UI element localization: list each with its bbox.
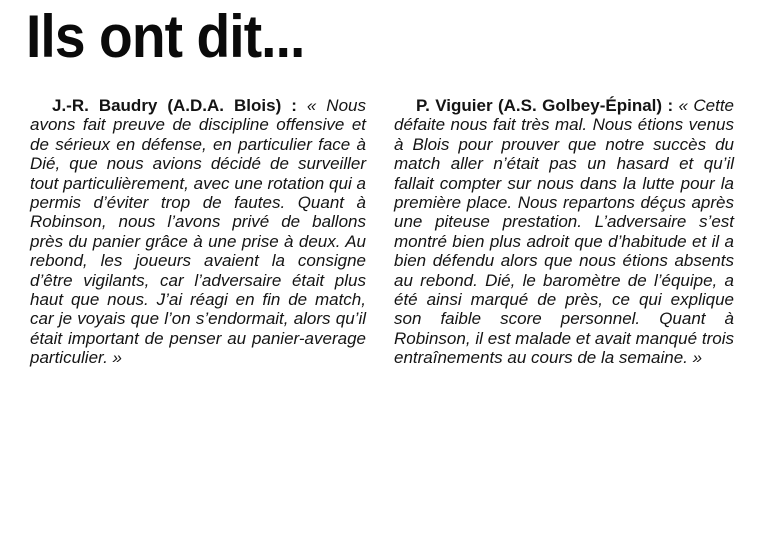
quote-speaker: P. Viguier (A.S. Golbey-Épinal) :	[416, 96, 674, 115]
quote-column-viguier	[394, 96, 734, 368]
quote-column-baudry	[30, 96, 366, 368]
quote-text: « Nous avons fait preuve de discipline offensive et de sérieux en défense, en particulier face à Dié, que nous avions décidé de surveiller tout particulièrement, avec une rotation qui a permis d’éviter trop de fautes. Quant à Robinson, nous l’avons privé de ballons près du panier grâce à une prise à deux. Au rebond, les joueurs avaient la consigne d’être vigilants, car l’adversaire était plus haut que nous. J’ai réagi en fin de match, car je voyais que l’on s’endormait, alors qu’il était important de penser au panier-average particulier. »	[30, 96, 366, 368]
headline: Ils ont dit...	[26, 3, 305, 70]
quote-text: « Cette défaite nous fait très mal. Nous étions venus à Blois pour prouver que notre succès du match aller n’était pas un hasard et qu’il fallait compter sur nous dans la lutte pour la première place. Nous repartons déçus après une piteuse prestation. L’adversaire s’est montré bien plus adroit que d’habitude et il a bien défendu alors que nous étions absents au rebond. Dié, le baromètre de l’équipe, a été ainsi marqué de près, ce qui explique son faible score personnel. Quant à Robinson, il est malade et avait manqué trois entraînements au cours de la semaine. »	[394, 96, 734, 368]
quote-paragraph	[394, 96, 734, 368]
quote-paragraph	[30, 96, 366, 368]
quote-speaker: J.-R. Baudry (A.D.A. Blois) :	[52, 96, 297, 115]
